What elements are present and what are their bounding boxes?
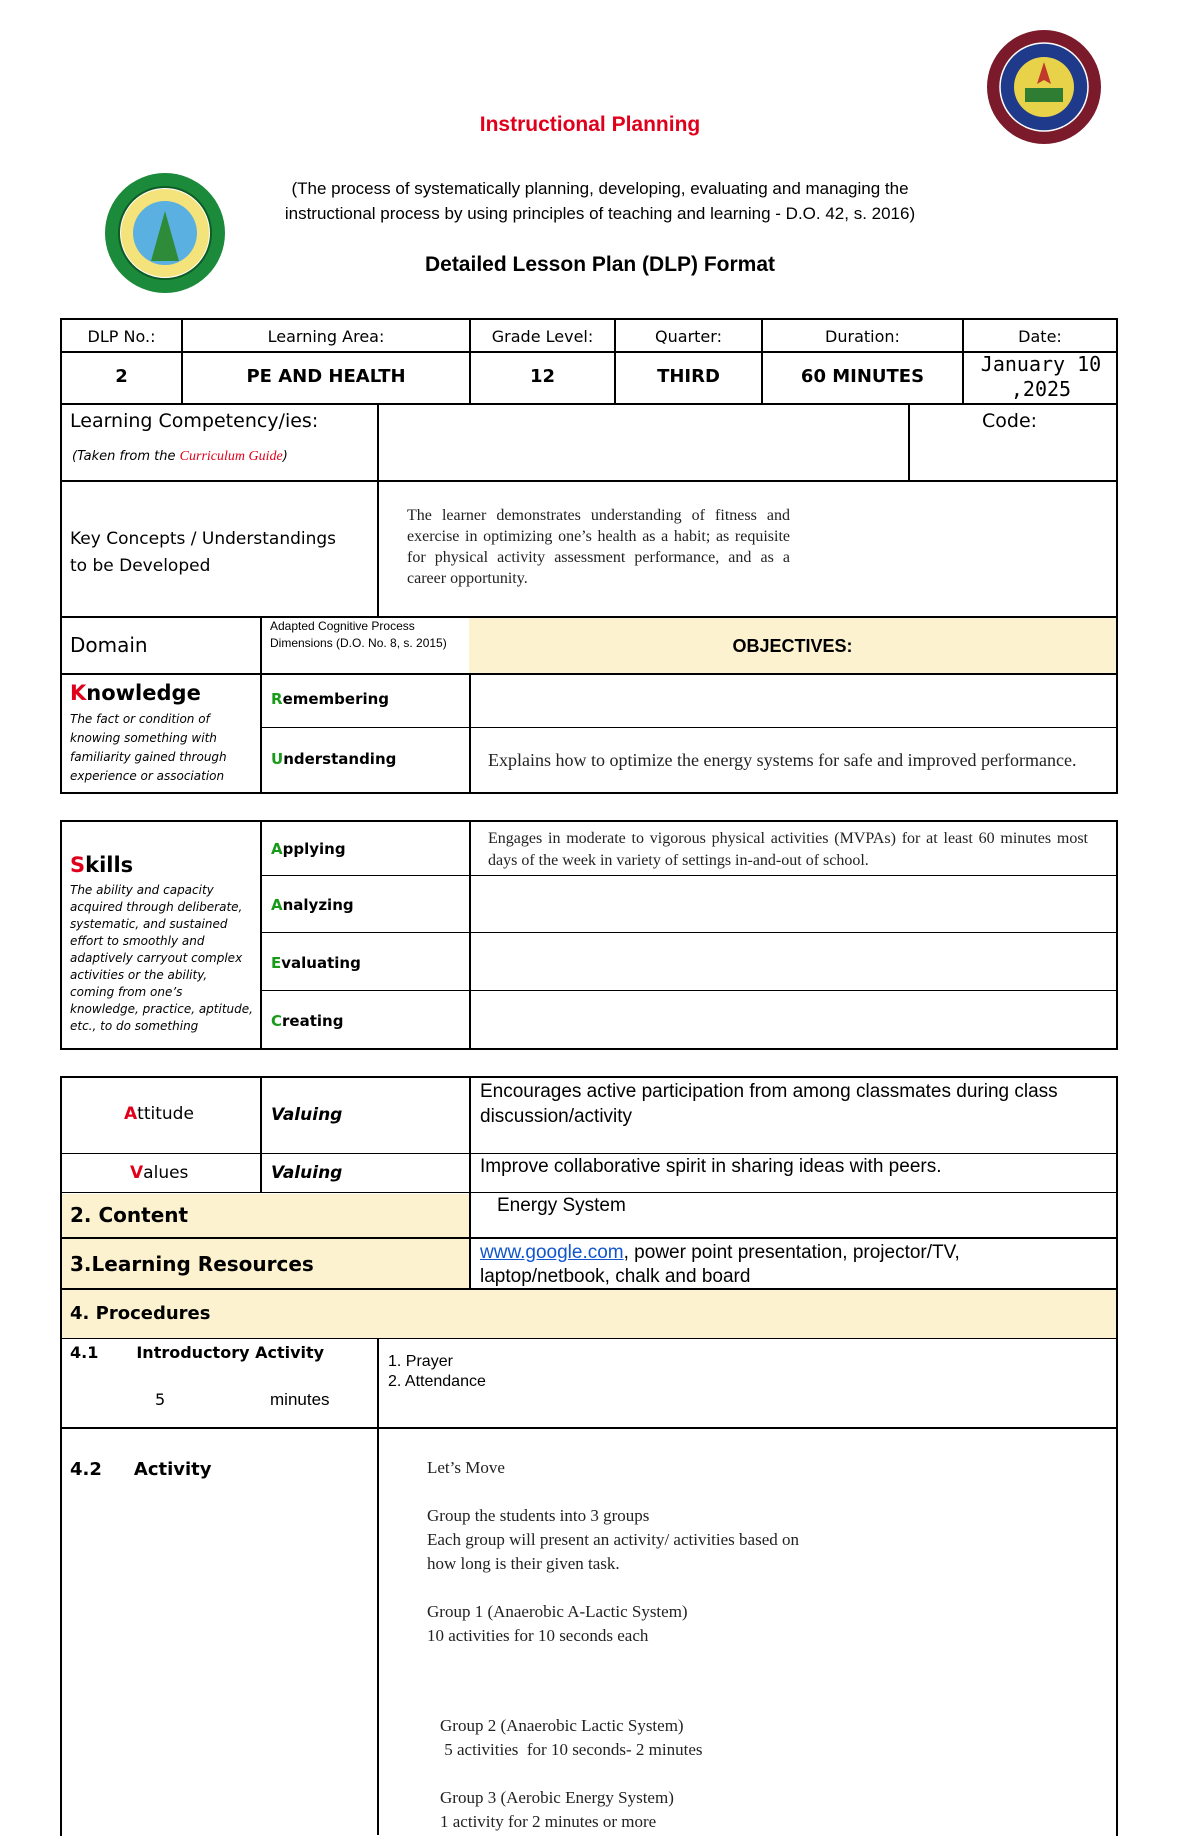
value-quarter: THIRD — [657, 366, 720, 387]
understanding-first-letter: U — [271, 750, 284, 768]
skills-domain-title — [70, 853, 133, 877]
skills-evaluating-label — [271, 954, 361, 972]
learning-resources-value — [480, 1241, 1110, 1289]
header-grade-level: Grade Level: — [491, 327, 594, 346]
values-label — [130, 1163, 188, 1183]
learning-resources-label: 3.Learning Resources — [70, 1252, 314, 1276]
understanding-rest: nderstanding — [283, 750, 397, 768]
skills-creating-label — [271, 1012, 343, 1030]
evaluating-first-letter: E — [271, 954, 282, 972]
activity-heading: Let’s Move — [427, 1458, 505, 1477]
values-first-letter: V — [130, 1163, 144, 1183]
value-grade-level: 12 — [529, 366, 556, 387]
activity-para-line-3: how long is their given task. — [427, 1554, 620, 1573]
values-objective: Improve collaborative spirit in sharing ideas with peers. — [480, 1156, 942, 1177]
value-duration: 60 MINUTES — [800, 366, 925, 387]
applying-rest: pplying — [282, 840, 346, 858]
intro-item-prayer: 1. Prayer — [388, 1353, 453, 1370]
intro-activity-name: Introductory Activity — [136, 1343, 325, 1362]
competency-label: Learning Competency/ies: — [70, 410, 319, 432]
skills-rest: kills — [85, 853, 134, 877]
subtitle-line-2: instructional process by using principles of teaching and learning - D.O. 42, s. 2016) — [284, 204, 916, 223]
activity-name: Activity — [133, 1459, 212, 1480]
header-date: Date: — [1018, 327, 1062, 346]
header-dlp-no: DLP No.: — [87, 327, 156, 346]
analyzing-first-letter: A — [271, 896, 283, 914]
competency-note-suffix: ) — [282, 449, 288, 464]
resources-line-1: , power point presentation, projector/TV, — [623, 1242, 960, 1263]
evaluating-rest: valuating — [281, 954, 361, 972]
document-title: Instructional Planning — [479, 113, 701, 136]
creating-first-letter: C — [271, 1012, 283, 1030]
adapted-dimensions-header: Adapted Cognitive Process Dimensions (D.O. No. 8, s. 2015) — [270, 619, 447, 650]
intro-activity-number: 4.1 — [70, 1343, 99, 1362]
activity-number: 4.2 — [70, 1459, 102, 1480]
activity-para-line-2: Each group will present an activity/ activities based on — [427, 1530, 799, 1549]
knowledge-understanding-label — [271, 750, 396, 768]
group-2-task: 5 activities for 10 seconds- 2 minutes — [440, 1740, 703, 1759]
group-3-task: 1 activity for 2 minutes or more — [440, 1812, 657, 1831]
attitude-rest: ttitude — [137, 1104, 194, 1124]
competency-note — [72, 449, 288, 465]
skills-analyzing-label — [271, 896, 354, 914]
intro-minutes-word: minutes — [270, 1390, 330, 1409]
understanding-objective: Explains how to optimize the energy systems for safe and improved performance. — [488, 750, 1077, 770]
dlp-format-title: Detailed Lesson Plan (DLP) Format — [424, 253, 776, 276]
attitude-first-letter: A — [124, 1104, 138, 1124]
header-quarter: Quarter: — [655, 327, 722, 346]
code-label: Code: — [982, 410, 1038, 432]
value-date: January 10 ,2025 — [980, 352, 1102, 401]
attitude-level: Valuing — [271, 1105, 343, 1125]
skills-applying-label — [271, 840, 346, 858]
creating-rest: reating — [282, 1012, 344, 1030]
skills-first-letter: S — [70, 853, 86, 877]
intro-activity-title — [70, 1343, 324, 1362]
analyzing-rest: nalyzing — [282, 896, 354, 914]
attitude-objective: Encourages active participation from among classmates during class discussion/activity — [480, 1081, 1058, 1127]
key-concepts-text: The learner demonstrates understanding of fitness and exercise in optimizing one’s health as a habit; as requisite for physical activity assessment performance, and as a career opportunity. — [407, 507, 790, 587]
value-dlp-no: 2 — [115, 366, 128, 387]
knowledge-first-letter: K — [70, 681, 87, 705]
knowledge-domain-title — [70, 681, 201, 705]
applying-first-letter: A — [271, 840, 283, 858]
values-rest: alues — [143, 1163, 189, 1183]
knowledge-description: The fact or condition of knowing something with familiarity gained through experience or association — [70, 712, 227, 783]
activity-content — [427, 1456, 799, 1834]
group-2-title: Group 2 (Anaerobic Lactic System) — [440, 1716, 684, 1735]
key-concepts-label-line-2: to be Developed — [70, 556, 211, 576]
activity-title — [70, 1459, 212, 1480]
resources-line-2: laptop/netbook, chalk and board — [480, 1266, 751, 1287]
school-seal-icon — [985, 28, 1103, 146]
header-duration: Duration: — [825, 327, 900, 346]
intro-activity-items — [388, 1352, 486, 1392]
group-1-title: Group 1 (Anaerobic A-Lactic System) — [427, 1602, 688, 1621]
activity-para-line-1: Group the students into 3 groups — [427, 1506, 650, 1525]
subtitle — [250, 176, 950, 226]
subtitle-line-1: (The process of systematically planning, developing, evaluating and managing the — [291, 179, 909, 198]
key-concepts-label-line-1: Key Concepts / Understandings — [70, 529, 337, 549]
domain-header: Domain — [70, 633, 148, 657]
procedures-label: 4. Procedures — [70, 1303, 211, 1324]
competency-note-prefix: (Taken from the — [72, 449, 180, 464]
content-label: 2. Content — [70, 1203, 189, 1227]
objectives-header: OBJECTIVES: — [732, 636, 853, 656]
values-level: Valuing — [271, 1163, 343, 1183]
knowledge-remembering-label — [271, 690, 389, 708]
google-link[interactable]: www.google.com — [480, 1242, 624, 1263]
intro-minutes-number: 5 — [155, 1390, 166, 1409]
applying-objective: Engages in moderate to vigorous physical activities (MVPAs) for at least 60 minutes most days of the week in variety of settings in-and-out of school. — [488, 830, 1088, 869]
knowledge-rest: nowledge — [86, 681, 201, 705]
remembering-rest: emembering — [282, 690, 390, 708]
remembering-first-letter: R — [271, 690, 283, 708]
header-learning-area: Learning Area: — [267, 327, 385, 346]
curriculum-guide-link[interactable]: Curriculum Guide — [179, 449, 283, 464]
value-learning-area: PE AND HEALTH — [246, 366, 406, 387]
group-1-task: 10 activities for 10 seconds each — [427, 1626, 649, 1645]
key-concepts-label — [70, 526, 336, 580]
content-value: Energy System — [497, 1195, 626, 1216]
skills-description: The ability and capacity acquired through deliberate, systematic, and sustained effort to smoothly and adaptively carryout complex activities or the ability, coming from one’s knowledge, practice, aptitude, etc., to do something — [70, 883, 253, 1033]
attitude-label — [124, 1104, 194, 1124]
intro-item-attendance: 2. Attendance — [388, 1373, 486, 1390]
group-3-title: Group 3 (Aerobic Energy System) — [440, 1788, 674, 1807]
